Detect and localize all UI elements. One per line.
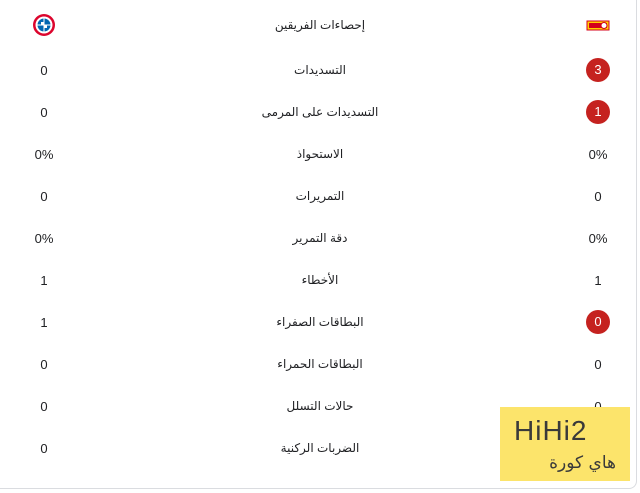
away-value: 0 bbox=[40, 357, 48, 372]
stat-row bbox=[0, 93, 640, 135]
away-value: 0% bbox=[34, 147, 54, 162]
stat-label: التمريرات bbox=[295, 189, 345, 203]
home-value: 0% bbox=[588, 147, 608, 162]
stat-label: دقة التمرير bbox=[292, 231, 348, 245]
stats-header bbox=[0, 0, 640, 50]
away-value: 0% bbox=[34, 231, 54, 246]
union-berlin-crest-icon bbox=[586, 18, 610, 39]
site-watermark bbox=[500, 407, 630, 481]
home-value: 0 bbox=[594, 189, 602, 204]
stat-label: حالات التسلل bbox=[286, 399, 354, 413]
home-value: 0 bbox=[594, 357, 602, 372]
home-value-badge: 1 bbox=[586, 100, 610, 124]
home-value: 0% bbox=[588, 231, 608, 246]
bayern-munich-crest-icon bbox=[32, 13, 56, 42]
watermark-arabic-text: هاي كورة bbox=[549, 453, 616, 473]
away-value: 0 bbox=[40, 399, 48, 414]
stats-title: إحصاءات الفريقين bbox=[274, 18, 366, 32]
home-value-badge: 0 bbox=[586, 310, 610, 334]
stat-row bbox=[0, 177, 640, 219]
stat-row bbox=[0, 345, 640, 387]
stat-row bbox=[0, 303, 640, 345]
stat-label: التسديدات على المرمى bbox=[261, 105, 379, 119]
stat-label: البطاقات الحمراء bbox=[277, 357, 363, 371]
stat-label: الأخطاء bbox=[301, 273, 339, 287]
away-value: 0 bbox=[40, 105, 48, 120]
watermark-logo-text: HiHi2 bbox=[514, 415, 588, 446]
away-value: 1 bbox=[40, 315, 48, 330]
home-value: 1 bbox=[594, 273, 602, 288]
stat-label: التسديدات bbox=[294, 63, 346, 77]
stat-label: الضربات الركنية bbox=[280, 441, 360, 455]
away-value: 0 bbox=[40, 189, 48, 204]
stat-label: البطاقات الصفراء bbox=[276, 315, 364, 329]
stat-row bbox=[0, 51, 640, 93]
stat-label: الاستحواذ bbox=[296, 147, 344, 161]
stat-row bbox=[0, 261, 640, 303]
away-value: 0 bbox=[40, 441, 48, 456]
stat-row bbox=[0, 219, 640, 261]
home-value-badge: 3 bbox=[586, 58, 610, 82]
away-value: 0 bbox=[40, 63, 48, 78]
stat-row bbox=[0, 135, 640, 177]
away-value: 1 bbox=[40, 273, 48, 288]
